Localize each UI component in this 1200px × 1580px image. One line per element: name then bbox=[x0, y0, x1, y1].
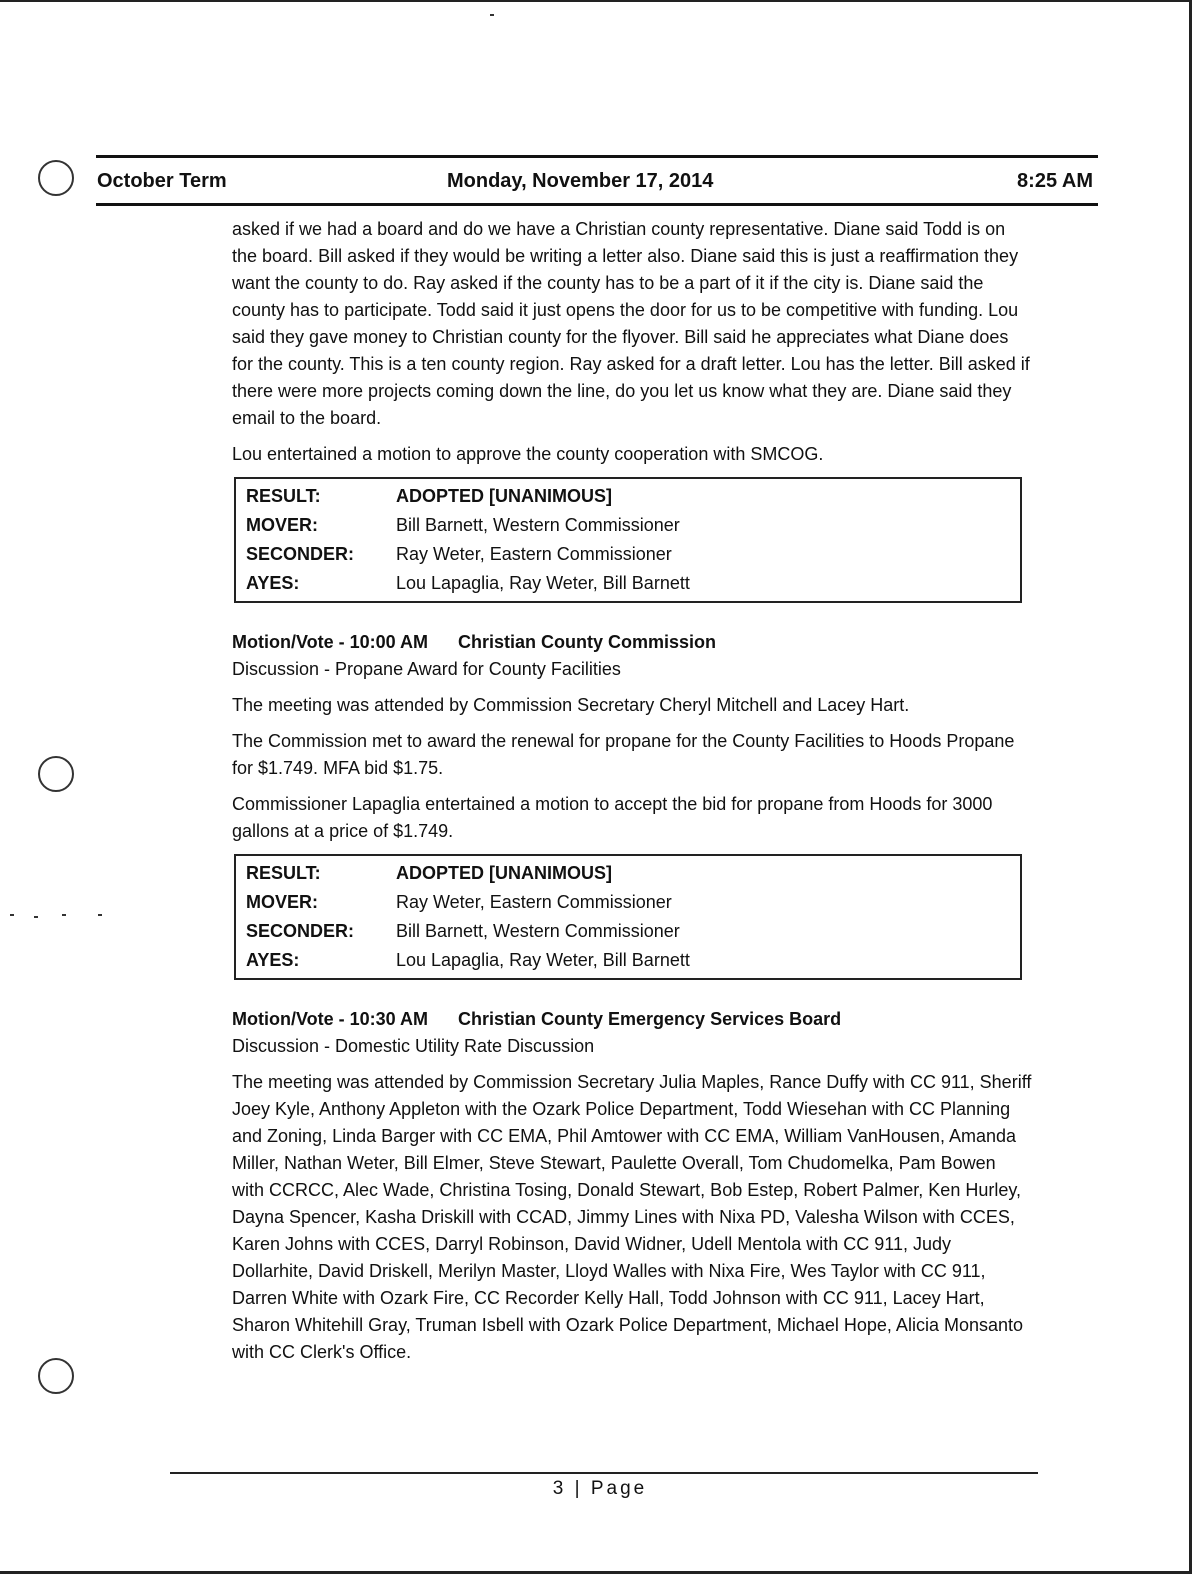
vote-ayes-row bbox=[246, 569, 1010, 598]
vote-mover-row bbox=[246, 511, 1010, 540]
scan-mark bbox=[10, 914, 14, 916]
term-label: October Term bbox=[97, 170, 227, 192]
discussion-title: Discussion - Propane Award for County Facilities bbox=[232, 659, 621, 679]
vote-seconder: Bill Barnett, Western Commissioner bbox=[396, 921, 680, 941]
vote-key: RESULT: bbox=[246, 486, 321, 506]
vote-mover-row bbox=[246, 888, 1010, 917]
page-header bbox=[97, 168, 1093, 198]
scan-mark bbox=[62, 914, 66, 916]
meeting-time: 8:25 AM bbox=[1017, 170, 1093, 192]
vote-result-row bbox=[246, 482, 1010, 511]
attendance-paragraph: The meeting was attended by Commission Secretary Cheryl Mitchell and Lacey Hart. bbox=[232, 695, 910, 715]
motion-propane: Commissioner Lapaglia entertained a motion to accept the bid for propane from Hoods for 3000 gallons at a price of $1.749. bbox=[232, 794, 993, 841]
header-rule-top bbox=[96, 155, 1098, 158]
vote-ayes: Lou Lapaglia, Ray Weter, Bill Barnett bbox=[396, 573, 690, 593]
vote-seconder-row bbox=[246, 540, 1010, 569]
vote-key: SECONDER: bbox=[246, 921, 355, 941]
vote-result-row bbox=[246, 859, 1010, 888]
page-number: 3 | Page bbox=[552, 1478, 648, 1499]
section-heading-commission bbox=[232, 629, 1032, 656]
binder-hole-bottom bbox=[38, 1358, 74, 1394]
header-rule-bottom bbox=[96, 203, 1098, 206]
motion-vote-time: Motion/Vote - 10:30 AM bbox=[232, 1009, 429, 1029]
vote-mover: Ray Weter, Eastern Commissioner bbox=[396, 892, 672, 912]
vote-box-propane bbox=[234, 854, 1022, 980]
agenda-title: Christian County Emergency Services Board bbox=[458, 1009, 842, 1029]
motion-vote-time: Motion/Vote - 10:00 AM bbox=[232, 632, 429, 652]
attendance-paragraph: The meeting was attended by Commission Secretary Julia Maples, Rance Duffy with CC 911, Sheriff Joey Kyle, Anthony Appleton with the Ozark Police Department, Todd Wiesehan with CC Planning and Zoning, Linda Barger with CC EMA, Phil Amtower with CC EMA, William VanHousen, Amanda Miller, Nathan Weter, Bill Elmer, Steve Stewart, Paulette Overall, Tom Chudomelka, Pam Bowen with CCRCC, Alec Wade, Christina Tosing, Donald Stewart, Bob Estep, Robert Palmer, Ken Hurley, Dayna Spencer, Kasha Driskill with CCAD, Jimmy Lines with Nixa PD, Valesha Wilson with CCES, Karen Johns with CCES, Darryl Robinson, David Widner, Udell Mentola with CC 911, Judy Dollarhite, David Driskell, Merilyn Master, Lloyd Walles with Nixa Fire, Wes Taylor with CC 911, Darren White with Ozark Fire, CC Recorder Kelly Hall, Todd Johnson with CC 911, Lacey Hart, Sharon Whitehill Gray, Truman Isbell with Ozark Police Department, Michael Hope, Alicia Monsanto with CC Clerk's Office. bbox=[232, 1072, 1032, 1362]
section-heading-esb bbox=[232, 1006, 1032, 1033]
footer-rule bbox=[170, 1472, 1038, 1474]
vote-key: AYES: bbox=[246, 950, 300, 970]
scan-mark bbox=[98, 914, 102, 916]
vote-ayes-row bbox=[246, 946, 1010, 975]
vote-key: RESULT: bbox=[246, 863, 321, 883]
vote-key: AYES: bbox=[246, 573, 300, 593]
vote-mover: Bill Barnett, Western Commissioner bbox=[396, 515, 680, 535]
propane-paragraph: The Commission met to award the renewal for propane for the County Facilities to Hoods Propane for $1.749. MFA bid $1.75. bbox=[232, 731, 1015, 778]
meeting-date: Monday, November 17, 2014 bbox=[447, 170, 714, 192]
vote-seconder: Ray Weter, Eastern Commissioner bbox=[396, 544, 672, 564]
vote-key: MOVER: bbox=[246, 515, 318, 535]
vote-seconder-row bbox=[246, 917, 1010, 946]
scan-mark bbox=[34, 916, 38, 918]
scan-mark bbox=[490, 14, 494, 16]
binder-hole-middle bbox=[38, 756, 74, 792]
binder-hole-top bbox=[38, 160, 74, 196]
vote-key: SECONDER: bbox=[246, 544, 355, 564]
vote-result: ADOPTED [UNANIMOUS] bbox=[396, 486, 612, 506]
vote-result: ADOPTED [UNANIMOUS] bbox=[396, 863, 612, 883]
minutes-body bbox=[232, 216, 1032, 1375]
vote-key: MOVER: bbox=[246, 892, 318, 912]
motion-smcog: Lou entertained a motion to approve the county cooperation with SMCOG. bbox=[232, 444, 824, 464]
vote-ayes: Lou Lapaglia, Ray Weter, Bill Barnett bbox=[396, 950, 690, 970]
intro-paragraph: asked if we had a board and do we have a Christian county representative. Diane said Todd is on the board. Bill asked if they would be writing a letter also. Diane said this is just a reaffirmation they want the county to do. Ray asked if the county has to be a part of it if the city is. Diane said the county has to participate. Todd said it just opens the door for us to be competitive with funding. Lou said they gave money to Christian county for the flyover. Bill said he appreciates what Diane does for the county. This is a ten county region. Ray asked for a draft letter. Lou has the letter. Bill asked if there were more projects coming down the line, do you let us know what they are. Diane said they email to the board. bbox=[232, 219, 1030, 428]
vote-box-smcog bbox=[234, 477, 1022, 603]
discussion-title: Discussion - Domestic Utility Rate Discussion bbox=[232, 1036, 595, 1056]
agenda-title: Christian County Commission bbox=[458, 632, 717, 652]
